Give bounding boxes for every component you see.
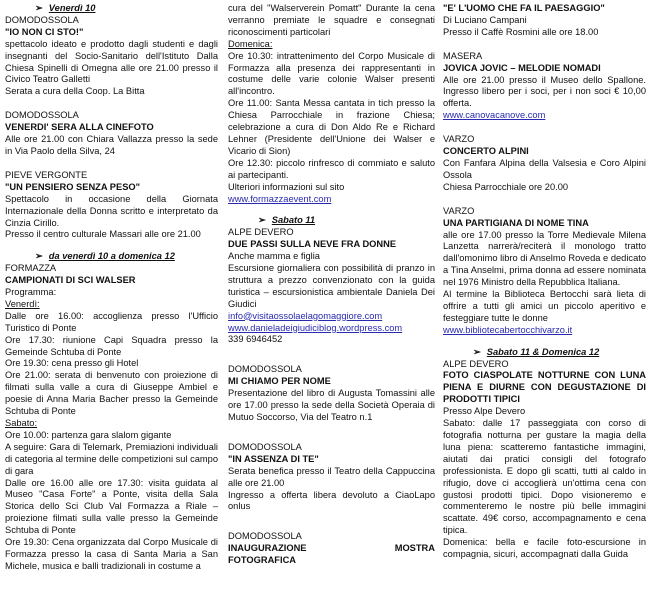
program-line: Ore 10.30: intrattenimento del Corpo Musicale di Formazza alla presenza dei rappresentanti in costume delle varie colonie Walser presenti all'incontro. (228, 50, 435, 97)
date-heading: ➢ da venerdì 10 a domenica 12 (35, 251, 175, 262)
event-note: Presso il centro culturale Massari alle ore 21.00 (5, 229, 201, 240)
event-place: ALPE DEVERO (443, 358, 509, 369)
phone-number: 339 6946452 (228, 334, 283, 345)
program-line: Ore 17.30: riunione Capi Squadra presso la Gemeinde Schtuba di Ponte (5, 334, 218, 357)
event-body: Spettacolo in occasione della Giornata Internazionale della Donna scritto e interpretato da Cinzia Cirillo. (5, 193, 218, 228)
event-body: Con Fanfara Alpina della Valsesia e Coro Alpini Ossola (443, 157, 646, 180)
arrow-icon: ➢ (258, 215, 266, 226)
event-body: Alle ore 21.00 con Chiara Vallazza presso la sede in Via Paolo della Silva, 24 (5, 134, 218, 156)
arrow-icon: ➢ (35, 251, 43, 262)
event-place: PIEVE VERGONTE (5, 169, 88, 180)
event-title: JOVICA JOVIC – MELODIE NOMADI (443, 62, 601, 73)
event-place: DOMODOSSOLA (228, 364, 302, 375)
event-title: UNA PARTIGIANA DI NOME TINA (443, 217, 589, 228)
program-line: Ore 11.00: Santa Messa cantata in tich presso la Chiesa Parrocchiale in frazione Chiesa; celebrazione a cura di Don Aldo Re e Richard Lehner (Presidente dell'Unione dei Walser e Vicario di Sion) (228, 98, 435, 156)
column-3 (443, 3, 646, 561)
event-title: MI CHIAMO PER NOME (228, 376, 331, 387)
program-line: Ore 10.00: partenza gara slalom gigante (5, 429, 172, 440)
event-place: VARZO (443, 205, 475, 216)
event-body: Presso Alpe Devero (443, 406, 526, 417)
date-heading: ➢ Sabato 11 (258, 215, 316, 226)
event-body: Chiesa Parrocchiale ore 20.00 (443, 181, 569, 192)
event-title: CAMPIONATI DI SCI WALSER (5, 275, 136, 286)
program-line: Ore 19.30: cena presso gli Hotel (5, 358, 139, 369)
event-body: Ingresso a offerta libera devoluto a CiaoLapo onlus (228, 489, 435, 512)
program-line: Ore 19.30: Cena organizzata dal Corpo Musicale di Formazza presso la casa di Santa Maria a San Michele, musica e balli tradizionali in costume a (5, 537, 218, 571)
day-label: Sabato: (5, 418, 38, 428)
event-body: Sabato: dalle 17 passeggiata con corso di fotografia notturna per gustare la magia della luna piena: scatteremo fantastiche immagini, aiutati dai pratici consigli del fotografo professionista. E dopo gli scatti, tutti al caldo in rifugio, dove ci accoglierà un'ottima cena con gustosi prodotti tipici. Dopo visioneremo e commenteremo le nostre più belle immagini scattate. 49€ corso, accompagnamento e cena tipica. (443, 418, 646, 536)
event-subtitle: Di Luciano Campani (443, 14, 527, 25)
event-place: MASERA (443, 50, 483, 61)
website-link[interactable]: www.formazzaevent.com (228, 193, 332, 204)
date-heading: ➢ Sabato 11 & Domenica 12 (473, 346, 600, 357)
event-body: alle ore 17.00 presso la Torre Medievale Milena Lanzetta narrerà/reciterà il monologo tratto dall'omonimo libro di Anselmo Roveda e dedicato a Tina Anselmi, prima donna ad essere nominata nel 1976 Ministro della Repubblica Italiana. (443, 229, 646, 288)
program-line: Ore 12.30: piccolo rinfresco di commiato e saluto ai partecipanti. (228, 157, 435, 180)
program-line: Dalle ore 16.00 alle ore 17.30: visita guidata al Museo "Casa Forte" a Ponte, visita della Sala Storica dello Sci Club Val Formazza a Riale – proiezione filmati sulla valle presso la Gemeinde Schtuba di Ponte (5, 477, 218, 536)
event-place: FORMAZZA (5, 263, 57, 274)
website-link[interactable]: www.canovacanove.com (443, 110, 546, 121)
event-body: Domenica: bella e facile foto-escursione in compagnia, sicuri, accompagnati dalla Guida (443, 537, 646, 560)
column-2 (228, 3, 435, 567)
column-1 (5, 3, 218, 573)
event-title: FOTOGRAFICA (228, 555, 297, 566)
event-body: Alle ore 21.00 presso il Museo dello Spallone. Ingresso libero per i soci, per i non soci € 10,00 offerta. (443, 74, 646, 109)
event-title: "IN ASSENZA DI TE" (228, 453, 319, 464)
event-title: CONCERTO ALPINI (443, 146, 529, 157)
event-place: ALPE DEVERO (228, 227, 294, 238)
event-place: DOMODOSSOLA (5, 110, 79, 121)
program-label: Programma: (5, 287, 57, 298)
event-title: INAUGURAZIONE MOSTRA (228, 543, 435, 554)
event-body: spettacolo ideato e prodotto dagli studenti e dagli insegnanti del Socio-Sanitario dell'Istituto Dalla Chiesa Spinelli di Omegna alle ore 21.00 presso il Civico Teatro Galletti (5, 38, 218, 85)
date-heading: ➢ Venerdì 10 (35, 3, 96, 13)
day-label: Domenica: (228, 38, 273, 49)
event-title: "E' L'UOMO CHE FA IL PAESAGGIO" (443, 3, 605, 13)
event-body: Presso il Caffè Rosmini alle ore 18.00 (443, 26, 599, 37)
website-link[interactable]: www.bibliotecabertocchivarzo.it (443, 324, 573, 335)
program-line: Dalle ore 16.00: accoglienza presso l'Ufficio Turistico di Ponte (5, 310, 218, 333)
event-body: cura del "Walserverein Pomatt" Durante la cena verranno premiate le squadre e consegnati riconoscimenti particolari (228, 3, 435, 37)
program-line: Ore 21.00: serata di benvenuto con proiezione di filmati sulla valle a cura di Giuseppe Ambiel e poesie di Anna Maria Bacher presso la Gemeinde Schtuba di Ponte (5, 370, 218, 417)
event-place: DOMODOSSOLA (5, 14, 79, 25)
event-body: Presentazione del libro di Augusta Tomassini alle ore 17.00 presso la sede della Società Operaia di Mutuo Soccorso, Via del Teatro n.1 (228, 388, 435, 422)
event-body: Al termine la Biblioteca Bertocchi sarà lieta di offrire a tutti gli amici un piccolo aperitivo e festeggiare tutte le donne (443, 289, 646, 323)
arrow-icon: ➢ (35, 3, 43, 13)
event-place: VARZO (443, 134, 475, 145)
event-place: DOMODOSSOLA (228, 441, 302, 452)
event-body: Serata benefica presso il Teatro della Cappuccina alle ore 21.00 (228, 465, 435, 488)
event-title: FOTO CIASPOLATE NOTTURNE CON LUNA PIENA E DIURNE CON DEGUSTAZIONE DI PRODOTTI TIPICI (443, 370, 646, 405)
email-link[interactable]: info@visitaossolaelagomaggiore.com (228, 310, 383, 321)
event-body: Escursione giornaliera con possibilità di pranzo in struttura a prezzo convenzionato con la guida turistica – escursionistica ambientale Daniela Dei Giudici (228, 263, 435, 309)
event-note: Serata a cura della Coop. La Bitta (5, 86, 145, 97)
program-line: Ulteriori informazioni sul sito (228, 181, 345, 192)
event-title: "UN PENSIERO SENZA PESO" (5, 181, 141, 192)
event-subtitle: Anche mamma e figlia (228, 251, 320, 262)
blog-link[interactable]: www.danieladeigiudiciblog.wordpress.com (228, 322, 403, 333)
event-place: DOMODOSSOLA (228, 531, 302, 542)
program-line: A seguire: Gara di Telemark, Premiazioni individuali di categoria al termine delle competizioni sul campo di gara (5, 441, 218, 476)
arrow-icon: ➢ (473, 346, 481, 357)
event-title: "IO NON CI STO!" (5, 26, 84, 37)
event-title: VENERDI' SERA ALLA CINEFOTO (5, 122, 154, 133)
day-label: Venerdì: (5, 298, 40, 309)
event-title: DUE PASSI SULLA NEVE FRA DONNE (228, 239, 397, 250)
